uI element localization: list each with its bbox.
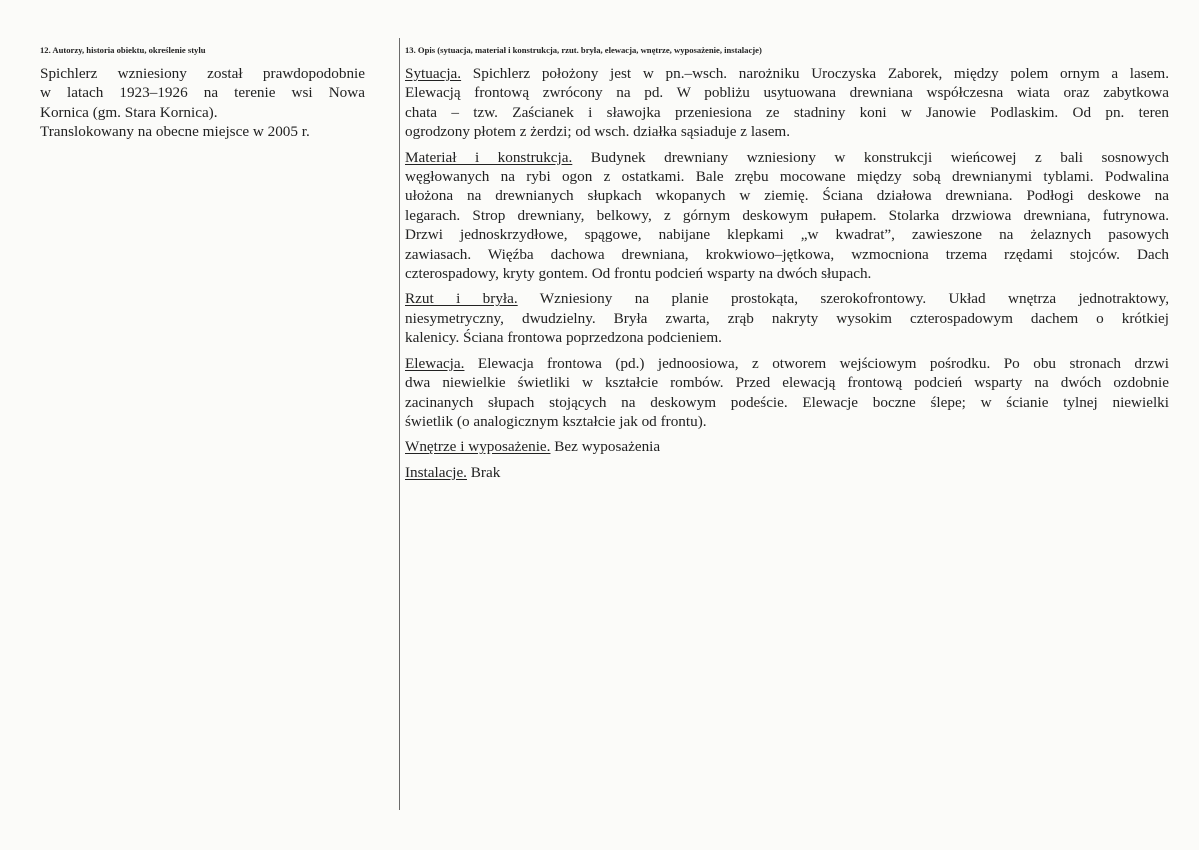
column-divider xyxy=(399,38,400,810)
section-line: czterospadowy, kryty gontem. Od frontu podcień wsparty na dwóch słupach. xyxy=(405,265,872,283)
section-text: Budynek drewniany wzniesiony w konstrukcji wieńcowej z bali sosnowych xyxy=(572,148,1169,166)
section-first-line xyxy=(405,354,1169,373)
section-line: ogrodzony płotem z żerdzi; od wsch. działka sąsiaduje z lasem. xyxy=(405,123,791,141)
section-line: chata – tzw. Zaścianek i sławojka przeniesiona ze stadniny koni w Janowie Podlaskim. Od pn. teren xyxy=(405,103,1169,121)
section-elevation xyxy=(405,354,1169,432)
section-plan xyxy=(405,289,1169,347)
history-heading: 12. Autorzy, historia obiektu, określenie stylu xyxy=(40,45,206,55)
section-text: Bez wyposażenia xyxy=(550,438,661,456)
description-column xyxy=(405,44,1169,488)
history-column xyxy=(40,44,365,142)
section-line: Elewacją frontową zwrócony na pd. W pobliżu usytuowana drewniana współczesna wiata oraz zabytkowa xyxy=(405,84,1169,102)
section-material xyxy=(405,148,1169,284)
section-label: Wnętrze i wyposażenie. xyxy=(405,438,551,456)
section-text: Wzniesiony na planie prostokąta, szerokofrontowy. Układ wnętrza jednotraktowy, xyxy=(517,290,1169,308)
section-line: ułożona na drewnianych słupkach wkopanych w ziemię. Ściana działowa drewniana. Podłogi deskowe na xyxy=(405,187,1169,205)
section-text: Elewacja frontowa (pd.) jednoosiowa, z otworem wejściowym pośrodku. Po obu stronach drzwi xyxy=(464,354,1169,372)
section-line: niesymetryczny, dwudzielny. Bryła zwarta, zrąb nakryty wysokim czterospadowym dachem o krótkiej xyxy=(405,309,1169,327)
description-heading: 13. Opis (sytuacja, materiał i konstrukcja, rzut. bryła, elewacja, wnętrze, wyposażenie, instalacje) xyxy=(405,45,762,55)
section-label: Elewacja. xyxy=(405,354,465,372)
section-first-line xyxy=(405,289,1169,308)
section-line: legarach. Strop drewniany, belkowy, z górnym deskowym pułapem. Stolarka drzwiowa drewniana, futrynowa. xyxy=(405,206,1169,224)
history-line: w latach 1923–1926 na terenie wsi Nowa xyxy=(40,84,365,102)
section-first-line xyxy=(405,437,1169,456)
history-line: Spichlerz wzniesiony został prawdopodobnie xyxy=(40,65,365,82)
section-first-line xyxy=(405,64,1169,83)
section-line: zawiasach. Więźba dachowa drewniana, krokwiowo–jętkowa, wzmocniona trzema rzędami stojców. Dach xyxy=(405,245,1169,263)
section-label: Sytuacja. xyxy=(405,65,462,82)
history-line: Kornica (gm. Stara Kornica). xyxy=(40,103,218,121)
section-text: Spichlerz położony jest w pn.–wsch. narożniku Uroczyska Zaborek, między polem ornym a lasem. xyxy=(461,65,1169,82)
section-line: kalenicy. Ściana frontowa poprzedzona podcieniem. xyxy=(405,329,722,347)
section-line: dwa niewielkie świetliki w kształcie rombów. Przed elewacją frontową podcień wsparty na dwóch ozdobnie xyxy=(405,374,1169,392)
section-line: świetlik (o analogicznym kształcie jak od frontu). xyxy=(405,412,707,430)
section-text: Brak xyxy=(466,463,501,481)
section-first-line xyxy=(405,148,1169,167)
section-installations xyxy=(405,463,1169,482)
section-situation xyxy=(405,64,1169,142)
section-interior xyxy=(405,437,1169,456)
section-label: Materiał i konstrukcja. xyxy=(405,148,573,166)
history-line: Translokowany na obecne miejsce w 2005 r. xyxy=(40,123,310,141)
section-label: Instalacje. xyxy=(405,463,467,481)
history-text xyxy=(40,64,365,142)
section-line: węgłowanych na rybi ogon z ostatkami. Bale zrębu mocowane między sobą drewnianymi tyblami. Podwalina xyxy=(405,168,1169,186)
section-label: Rzut i bryła. xyxy=(405,290,518,308)
section-line: Drzwi jednoskrzydłowe, spągowe, nabijane klepkami „w kwadrat”, zawieszone na żelaznych pasowych xyxy=(405,226,1169,244)
section-line: zacinanych słupach stojących na deskowym podeście. Elewacje boczne ślepe; w ścianie tylnej niewielki xyxy=(405,393,1169,411)
section-first-line xyxy=(405,463,1169,482)
